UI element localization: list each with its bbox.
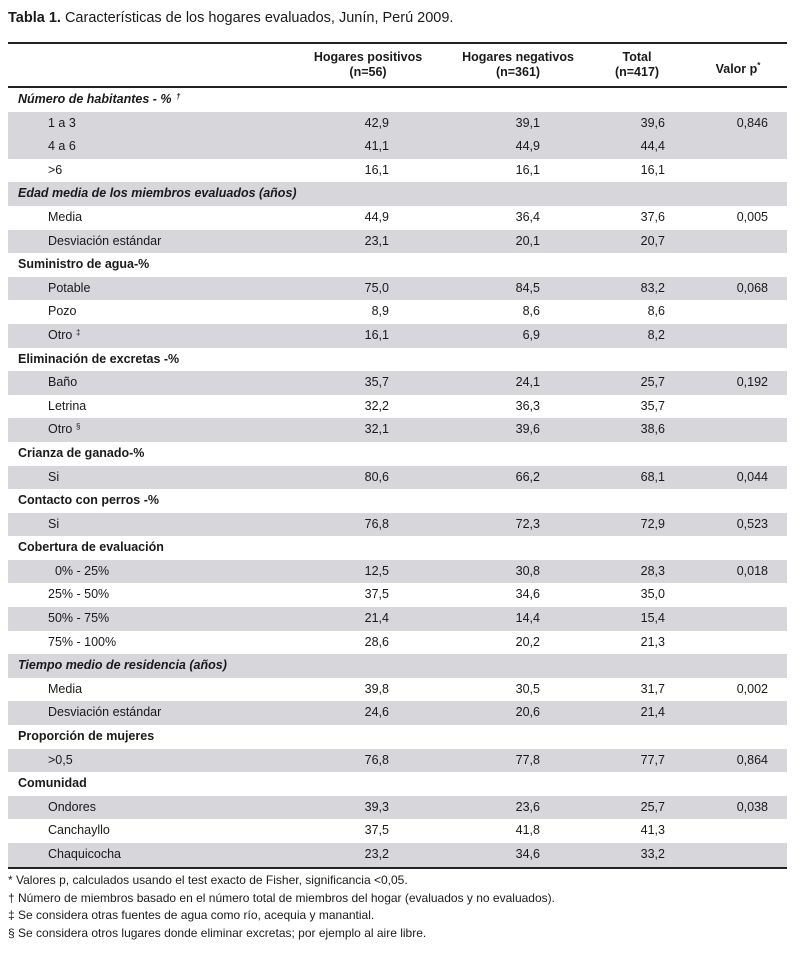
section-label: Proporción de mujeres (18, 729, 155, 744)
footnote-marker: § (76, 422, 81, 432)
cell-value: 72,9 (640, 516, 665, 531)
cell-value: 0,005 (736, 209, 768, 224)
cell-value: 24,6 (364, 705, 389, 720)
cell-value: 34,6 (515, 587, 540, 602)
section-row (8, 725, 787, 749)
cell-value: 20,7 (640, 233, 665, 248)
cell-value: 8,9 (371, 304, 389, 319)
cell-value: 83,2 (640, 280, 665, 295)
cell-value: 41,8 (515, 823, 540, 838)
cell-value: 66,2 (515, 469, 540, 484)
row-label: 4 a 6 (48, 139, 76, 154)
table-row (8, 135, 787, 159)
table-row (8, 678, 787, 702)
cell-value: 6,9 (522, 327, 540, 342)
cell-value: 24,1 (515, 375, 540, 390)
section-label: Número de habitantes - % (18, 92, 172, 106)
table-row (8, 206, 787, 230)
cell-value: 8,2 (647, 327, 665, 342)
section-label: Crianza de ganado-% (18, 445, 145, 460)
row-label: 1 a 3 (48, 115, 76, 130)
section-row (8, 253, 787, 277)
section-label: Cobertura de evaluación (18, 540, 164, 555)
header-hogares-negativos: Hogares negativos (n=361) (462, 50, 574, 79)
cell-value: 80,6 (364, 469, 389, 484)
section-label: Contacto con perros -% (18, 493, 159, 508)
section-row (8, 442, 787, 466)
cell-value: 12,5 (364, 563, 389, 578)
row-label: 0% - 25% (48, 563, 110, 578)
cell-value: 25,7 (640, 799, 665, 814)
cell-value: 0,864 (736, 752, 768, 767)
row-label: 50% - 75% (48, 611, 110, 626)
section-row (8, 348, 787, 372)
table-title-number: Tabla 1. (8, 10, 61, 26)
cell-value: 21,4 (640, 705, 665, 720)
cell-value: 35,7 (364, 375, 389, 390)
row-label: Baño (48, 375, 78, 390)
row-label: Si (48, 469, 60, 484)
header-hogares-positivos: Hogares positivos (n=56) (313, 50, 423, 79)
table-row (8, 300, 787, 324)
cell-value: 16,1 (515, 162, 540, 177)
cell-value: 0,044 (736, 469, 768, 484)
table-row (8, 371, 787, 395)
cell-value: 33,2 (640, 847, 665, 861)
table-row (8, 796, 787, 820)
row-label: Otro (48, 327, 73, 342)
table-row (8, 560, 787, 584)
cell-value: 36,3 (515, 398, 540, 413)
cell-value: 35,0 (640, 587, 665, 602)
row-label: 75% - 100% (48, 634, 117, 649)
section-label: Edad media de los miembros evaluados (años) (18, 186, 297, 201)
row-label: Si (48, 516, 60, 531)
table-row (8, 112, 787, 136)
table-row (8, 819, 787, 843)
cell-value: 35,7 (640, 398, 665, 413)
row-label: 25% - 50% (48, 587, 110, 602)
cell-value: 34,6 (515, 847, 540, 861)
cell-value: 23,1 (364, 233, 389, 248)
row-label: Media (48, 209, 83, 224)
cell-value: 8,6 (522, 304, 540, 319)
cell-value: 44,9 (515, 139, 540, 154)
cell-value: 39,1 (515, 115, 540, 130)
cell-value: 0,846 (736, 115, 768, 130)
footnote: ‡ Se considera otras fuentes de agua como río, acequia y manantial. (8, 908, 375, 922)
cell-value: 20,6 (515, 705, 540, 720)
row-label: Otro (48, 422, 73, 437)
row-label: >0,5 (48, 752, 73, 767)
cell-value: 0,018 (736, 563, 768, 578)
table-row (8, 466, 787, 490)
footnote-marker: ‡ (76, 327, 81, 337)
row-label: Potable (48, 280, 91, 295)
cell-value: 15,4 (640, 611, 665, 626)
row-label: Desviación estándar (48, 705, 162, 720)
table-row (8, 395, 787, 419)
data-table (8, 42, 787, 869)
cell-value: 39,8 (364, 681, 389, 696)
cell-value: 30,5 (515, 681, 540, 696)
section-row (8, 536, 787, 560)
cell-value: 41,1 (364, 139, 389, 154)
cell-value: 44,9 (364, 209, 389, 224)
section-row (8, 654, 787, 678)
cell-value: 76,8 (364, 516, 389, 531)
table-row (8, 631, 787, 655)
cell-value: 68,1 (640, 469, 665, 484)
cell-value: 37,5 (364, 587, 389, 602)
section-row (8, 182, 787, 206)
footnotes (8, 872, 555, 942)
table-row (8, 701, 787, 725)
cell-value: 20,1 (515, 233, 540, 248)
cell-value: 77,8 (515, 752, 540, 767)
row-label: Media (48, 681, 83, 696)
table-row (8, 418, 787, 442)
table-header (8, 44, 787, 88)
cell-value: 72,3 (515, 516, 540, 531)
section-label: Tiempo medio de residencia (años) (18, 658, 227, 673)
table-row (8, 583, 787, 607)
cell-value: 37,6 (640, 209, 665, 224)
cell-value: 0,523 (736, 516, 768, 531)
cell-value: 36,4 (515, 209, 540, 224)
table-title (8, 10, 453, 26)
cell-value: 16,1 (364, 162, 389, 177)
table-row (8, 749, 787, 773)
cell-value: 44,4 (640, 139, 665, 154)
header-total: Total (n=417) (614, 50, 660, 79)
section-row (8, 88, 787, 112)
cell-value: 14,4 (515, 611, 540, 626)
section-label: Comunidad (18, 776, 87, 791)
cell-value: 21,3 (640, 634, 665, 649)
cell-value: 75,0 (364, 280, 389, 295)
table-row (8, 324, 787, 348)
cell-value: 31,7 (640, 681, 665, 696)
table-row (8, 230, 787, 254)
cell-value: 39,6 (640, 115, 665, 130)
table-row (8, 843, 787, 867)
cell-value: 23,2 (364, 847, 389, 861)
section-label: Suministro de agua-% (18, 257, 150, 272)
cell-value: 0,038 (736, 799, 768, 814)
row-label: Letrina (48, 398, 87, 413)
table-row (8, 159, 787, 183)
table-row (8, 607, 787, 631)
cell-value: 42,9 (364, 115, 389, 130)
cell-value: 30,8 (515, 563, 540, 578)
section-row (8, 772, 787, 796)
cell-value: 76,8 (364, 752, 389, 767)
cell-value: 32,1 (364, 422, 389, 437)
table-body (8, 88, 787, 867)
footnote-marker: † (176, 92, 181, 101)
footnote: § Se considera otros lugares donde eliminar excretas; por ejemplo al aire libre. (8, 925, 427, 940)
cell-value: 8,6 (647, 304, 665, 319)
cell-value: 37,5 (364, 823, 389, 838)
cell-value: 16,1 (640, 162, 665, 177)
cell-value: 28,6 (364, 634, 389, 649)
section-row (8, 489, 787, 513)
row-label: Canchayllo (48, 823, 110, 838)
cell-value: 0,002 (736, 681, 768, 696)
cell-value: 28,3 (640, 563, 665, 578)
cell-value: 0,192 (736, 375, 768, 390)
row-label: Ondores (48, 799, 96, 814)
table-row (8, 513, 787, 537)
row-label: Chaquicocha (48, 847, 121, 861)
section-label: Eliminación de excretas -% (18, 351, 180, 366)
footnote: * Valores p, calculados usando el test exacto de Fisher, significancia <0,05. (8, 873, 408, 887)
row-label: Pozo (48, 304, 77, 319)
cell-value: 39,6 (515, 422, 540, 437)
row-label: >6 (48, 162, 63, 177)
cell-value: 39,3 (364, 799, 389, 814)
footnote: † Número de miembros basado en el número total de miembros del hogar (evaluados y no evaluados). (8, 890, 555, 905)
cell-value: 32,2 (364, 398, 389, 413)
cell-value: 77,7 (640, 752, 665, 767)
cell-value: 41,3 (640, 823, 665, 838)
table-row (8, 277, 787, 301)
row-label: Desviación estándar (48, 233, 162, 248)
cell-value: 38,6 (640, 422, 665, 437)
cell-value: 23,6 (515, 799, 540, 814)
cell-value: 21,4 (364, 611, 389, 626)
cell-value: 16,1 (364, 327, 389, 342)
header-valor-p: Valor p* (715, 61, 761, 77)
table-title-text: Características de los hogares evaluados, Junín, Perú 2009. (60, 10, 454, 26)
cell-value: 84,5 (515, 280, 540, 295)
cell-value: 20,2 (515, 634, 540, 649)
cell-value: 25,7 (640, 375, 665, 390)
cell-value: 0,068 (736, 280, 768, 295)
